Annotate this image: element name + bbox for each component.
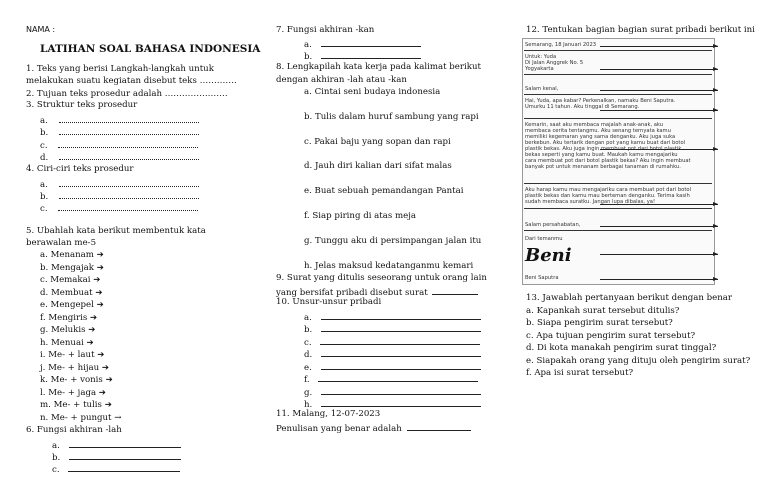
arrow-line <box>600 110 718 111</box>
page-title: LATIHAN SOAL BAHASA INDONESIA <box>40 43 261 55</box>
question-12: 12. Tentukan bagian bagian surat pribadi berikut ini <box>526 25 755 35</box>
question-2: 2. Tujuan teks prosedur adalah …………………. <box>26 89 228 99</box>
list-item: f. Mengiris ➔ <box>40 313 98 323</box>
question-6: 6. Fungsi akhiran -lah <box>26 425 122 435</box>
answer-line: a. <box>52 439 181 451</box>
answer-line: b. <box>304 50 421 62</box>
letter-greeting: Salam kenal, <box>525 86 559 92</box>
question-8-line-1: 8. Lengkapilah kata kerja pada kalimat berikut <box>276 62 481 72</box>
question-3: 3. Struktur teks prosedur <box>26 100 138 110</box>
answer-line: c. <box>52 463 180 475</box>
list-item: l. Me- + jaga ➔ <box>40 388 107 398</box>
letter-divider <box>524 94 712 95</box>
list-item: a. Cintai seni budaya indonesia <box>304 87 441 97</box>
list-item: k. Me- + vonis ➔ <box>40 375 113 385</box>
list-item: c. Memakai ➔ <box>40 275 101 285</box>
arrow-line <box>600 204 718 205</box>
list-item: g. Tunggu aku di persimpangan jalan itu <box>304 236 482 246</box>
question-5-line-1: 5. Ubahlah kata berikut membentuk kata <box>26 226 206 236</box>
list-item: n. Me- + pungut → <box>40 413 122 423</box>
answer-line: g. <box>304 386 481 398</box>
answer-line: d. <box>40 151 199 163</box>
letter-opening: Hai, Yuda, apa kabar? Perkenalkan, namaku Beni Saputra. <box>525 98 676 104</box>
letter-divider <box>524 118 712 119</box>
list-item: i. Me- + laut ➔ <box>40 350 105 360</box>
answer-line: c. <box>304 336 480 348</box>
list-item: d. Di kota manakah pengirim surat tinggal? <box>526 343 717 353</box>
list-item: b. Mengajak ➔ <box>40 263 104 273</box>
list-item: h. Menuai ➔ <box>40 338 94 348</box>
question-10: 10. Unsur-unsur pribadi <box>276 297 382 307</box>
arrow-right-icon <box>713 67 718 71</box>
arrow-right-icon <box>713 88 718 92</box>
list-item: c. Pakai baju yang sopan dan rapi <box>304 137 451 147</box>
letter-farewell: Salam persahabatan, <box>525 222 581 228</box>
list-item: d. Jauh diri kalian dari sifat malas <box>304 161 452 171</box>
letter-divider <box>524 50 712 51</box>
letter-recipient: Yogyakarta <box>525 66 554 72</box>
answer-line: a. <box>304 38 421 50</box>
list-item: f. Apa isi surat tersebut? <box>526 368 634 378</box>
arrow-line <box>600 279 718 280</box>
answer-line: b. <box>40 126 199 138</box>
letter-date: Semarang, 18 Januari 2023 <box>525 42 597 48</box>
letter-divider <box>524 74 712 75</box>
arrow-line <box>600 69 718 70</box>
list-item: m. Me- + tulis ➔ <box>40 400 112 410</box>
arrow-right-icon <box>713 224 718 228</box>
letter-signature: Beni <box>525 245 572 266</box>
answer-line: f. <box>304 373 478 385</box>
question-9-line-2: yang bersifat pribadi disebut surat <box>276 286 478 298</box>
question-11-line-1: 11. Malang, 12-07-2023 <box>276 409 381 419</box>
list-item: j. Me- + hijau ➔ <box>40 363 110 373</box>
answer-line: a. <box>40 178 199 190</box>
list-item: a. Menanam ➔ <box>40 250 104 260</box>
answer-line: d. <box>304 348 481 360</box>
question-4: 4. Ciri-ciri teks prosedur <box>26 164 134 174</box>
answer-line: a. <box>304 311 481 323</box>
arrow-line <box>600 254 718 255</box>
letter-closing: plastik bekas dan kamu mau berteman denganku. Terima kasih <box>525 193 690 199</box>
letter-body: memiliki kegemaran yang sama denganku. Aku juga suka <box>525 134 676 140</box>
answer-line: a. <box>40 114 199 126</box>
arrow-right-icon <box>713 252 718 256</box>
answer-line: h. <box>304 398 481 410</box>
arrow-right-icon <box>713 147 718 151</box>
answer-line: b. <box>40 190 199 202</box>
answer-line: c. <box>40 202 198 214</box>
letter-sender-name: Beni Saputra <box>525 275 559 281</box>
question-5-line-2: berawalan me-5 <box>26 238 97 248</box>
letter-recipient: Di Jalan Anggrek No. 5 <box>525 60 584 66</box>
arrow-line <box>600 226 718 227</box>
question-13: 13. Jawablah pertanyaan berikut dengan benar <box>526 293 732 303</box>
list-item: b. Siapa pengirim surat tersebut? <box>526 318 673 328</box>
arrow-line <box>600 46 718 47</box>
answer-line: e. <box>304 361 481 373</box>
letter-image <box>522 38 717 287</box>
question-8-line-2: dengan akhiran -lah atau -kan <box>276 75 407 85</box>
list-item: f. Siap piring di atas meja <box>304 211 417 221</box>
list-item: d. Membuat ➔ <box>40 288 103 298</box>
list-item: a. Kapankah surat tersebut ditulis? <box>526 306 680 316</box>
answer-line: b. <box>304 323 481 335</box>
letter-body: bekas seperti yang kamu buat. Maukah kamu mengajariku <box>525 152 678 158</box>
letter-body: cara membuat pot dari botol plastik bekas? Aku ingin membuat <box>525 158 691 164</box>
list-item: e. Siapakah orang yang dituju oleh pengirim surat? <box>526 356 751 366</box>
letter-sender-intro: Dari temanmu <box>525 236 563 242</box>
letter-body: berkebun. Aku tertarik dengan pot yang kamu buat dari botol <box>525 140 686 146</box>
question-11-line-2: Penulisan yang benar adalah <box>276 422 471 434</box>
arrow-line <box>600 149 718 150</box>
letter-recipient: Untuk: Yuda <box>525 54 557 60</box>
arrow-right-icon <box>713 277 718 281</box>
list-item: h. Jelas maksud kedatanganmu kemari <box>304 261 474 271</box>
arrow-right-icon <box>713 202 718 206</box>
letter-body: plastik bekas. Aku juga ingin membuat pot dari botol plastik <box>525 146 682 152</box>
answer-line: c. <box>40 139 198 151</box>
letter-body: banyak pot untuk menanam berbagai tanaman di rumahku. <box>525 164 681 170</box>
question-9-line-1: 9. Surat yang ditulis seseorang untuk orang lain <box>276 273 487 283</box>
letter-closing: sudah membaca suratku. Jangan lupa dibalas, ya! <box>525 199 656 205</box>
list-item: b. Tulis dalam huruf sambung yang rapi <box>304 112 479 122</box>
letter-divider <box>524 183 712 184</box>
letter-divider <box>524 230 712 231</box>
question-1-line-2: melakukan suatu kegiatan disebut teks …………. <box>26 76 237 86</box>
letter-body: Kemarin, saat aku membaca majalah anak-anak, aku <box>525 122 664 128</box>
letter-closing: Aku harap kamu mau mengajariku cara membuat pot dari botol <box>525 187 691 193</box>
list-item: c. Apa tujuan pengirim surat tersebut? <box>526 331 696 341</box>
answer-line: b. <box>52 451 181 463</box>
letter-body: membaca cerita tentangmu. Aku senang ternyata kamu <box>525 128 671 134</box>
name-label: NAMA : <box>26 25 56 34</box>
list-item: e. Buat sebuah pemandangan Pantai <box>304 186 464 196</box>
question-1-line-1: 1. Teks yang berisi Langkah-langkah untuk <box>26 64 214 74</box>
arrow-right-icon <box>713 44 718 48</box>
arrow-right-icon <box>713 108 718 112</box>
letter-divider <box>524 208 712 209</box>
question-7: 7. Fungsi akhiran -kan <box>276 25 375 35</box>
list-item: e. Mengepel ➔ <box>40 300 104 310</box>
letter-opening: Umurku 11 tahun. Aku tinggal di Semarang. <box>525 104 640 110</box>
arrow-line <box>600 90 718 91</box>
list-item: g. Melukis ➔ <box>40 325 96 335</box>
